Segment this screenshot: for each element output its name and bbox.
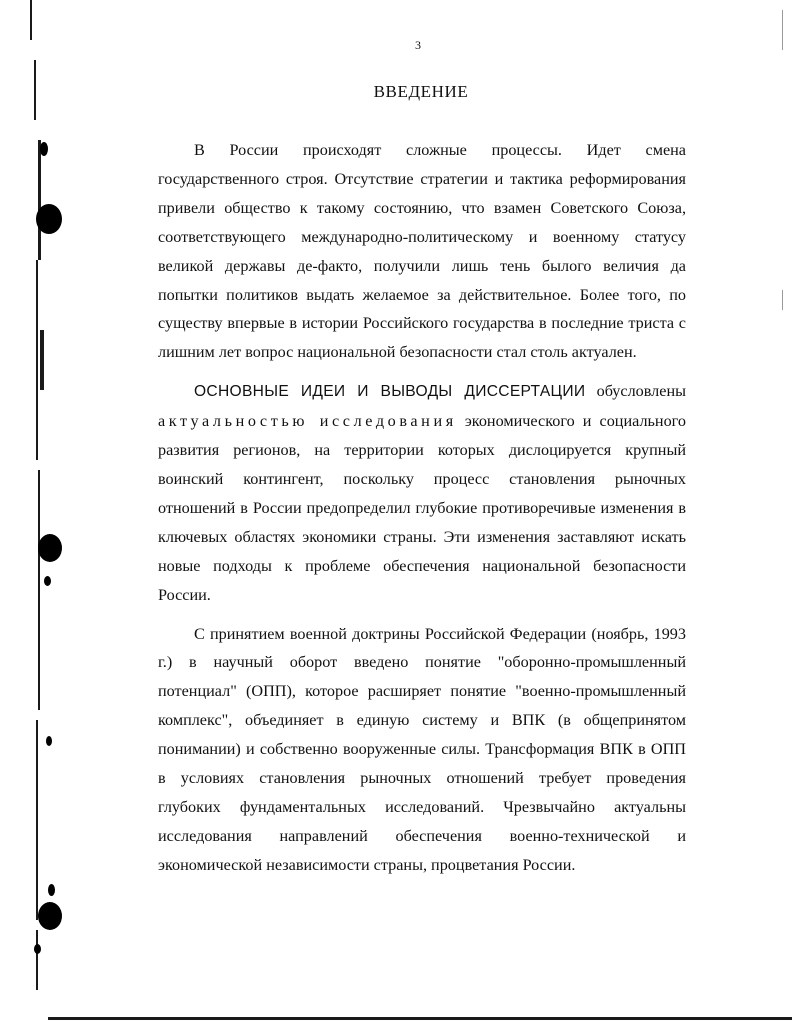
document-body	[158, 136, 686, 890]
hole-punch-mark	[38, 902, 62, 930]
scan-margin-line	[30, 0, 32, 40]
paragraph-1: В России происходят сложные процессы. Идет смена государственного строя. Отсутствие стратегии и тактика реформирования привели общество к такому состоянию, что взамен Советского Союза, соответствующего международно-политическому и военному статусу великой державы де-факто, получили лишь тень былого величия да попытки политиков выдать желаемое за действительное. Более того, по существу впервые в истории Российского государства в последние триста с лишним лет вопрос национальной безопасности стал столь актуален.	[158, 141, 686, 362]
page-number: 3	[415, 38, 421, 52]
scan-margin-line	[38, 140, 41, 260]
section-heading: ВВЕДЕНИЕ	[373, 82, 469, 101]
scan-margin-line	[40, 330, 44, 390]
paragraph-2-spaced: актуальностью исследования	[158, 412, 457, 431]
scan-bottom-edge	[48, 1017, 792, 1020]
scan-speck	[48, 884, 55, 896]
scan-margin-line	[38, 470, 40, 710]
scan-speck	[40, 142, 48, 156]
scan-margin-line	[36, 720, 38, 920]
scan-speck	[44, 576, 51, 586]
hole-punch-mark	[36, 204, 62, 234]
paragraph-3: С принятием военной доктрины Российской Федерации (ноябрь, 1993 г.) в научный оборот введено понятие "оборонно-промышленный потенциал" (ОПП), которое расширяет понятие "военно-промышленный комплекс", объединяет в единую систему и ВПК (в общепринятом понимании) и собственно вооруженные силы. Трансформация ВПК в ОПП в условиях становления рыночных отношений требует проведения глубоких фундаментальных исследований. Чрезвычайно актуальны исследования направлений обеспечения военно-технической и экономической независимости страны, процветания России.	[158, 624, 686, 874]
scan-margin-line	[36, 930, 38, 990]
hole-punch-mark	[38, 534, 62, 562]
paragraph-2-mid: обусловлены	[585, 382, 686, 401]
paragraph-2-lead: ОСНОВНЫЕ ИДЕИ И ВЫВОДЫ ДИССЕРТАЦИИ	[194, 383, 586, 401]
scan-speck	[34, 944, 41, 954]
scan-margin-line	[36, 260, 38, 460]
scan-speck	[46, 736, 52, 746]
paragraph-2	[158, 377, 686, 609]
scan-margin-tick	[782, 290, 783, 310]
paragraph-2-rest: экономического и социального развития регионов, на территории которых дислоцируется крупный воинский контингент, поскольку процесс становления рыночных отношений в России предопределил глубокие противоречивые изменения в ключевых областях экономики страны. Эти изменения заставляют искать новые подходы к проблеме обеспечения национальной безопасности России.	[158, 412, 686, 604]
